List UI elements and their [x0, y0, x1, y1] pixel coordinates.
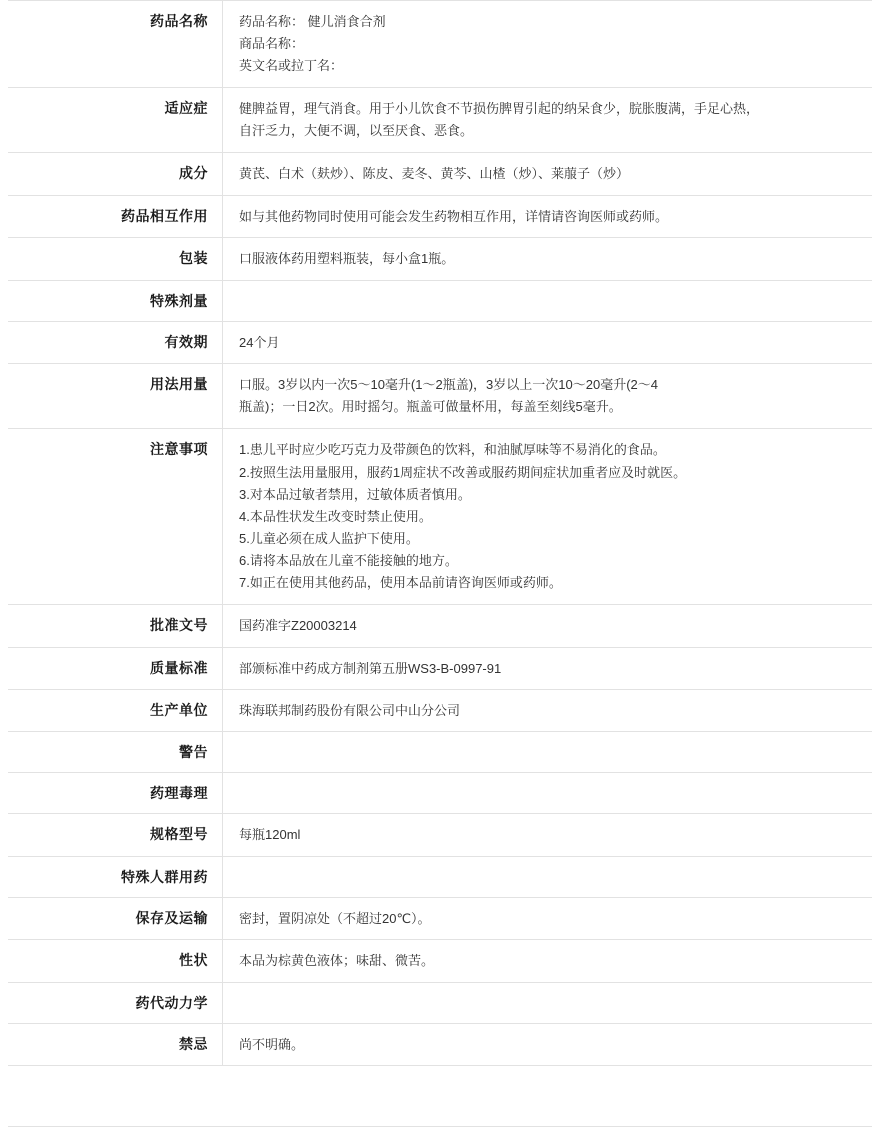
row-label: 警告: [179, 744, 208, 761]
row-value: [223, 773, 873, 814]
table-row: [8, 88, 872, 153]
value-line: 英文名或拉丁名：: [239, 58, 344, 74]
row-value: [223, 856, 873, 897]
drug-info-table: [8, 0, 872, 1066]
row-value: 本品为棕黄色液体；味甜、微苦。: [223, 940, 873, 982]
row-label: 包装: [179, 250, 208, 267]
value-line: 药品名称： 健儿消食合剂: [239, 14, 386, 29]
row-value: [223, 280, 873, 321]
table-row: [8, 153, 872, 195]
row-value: 24个月: [223, 321, 873, 363]
table-row: [8, 195, 872, 237]
table-row: [8, 982, 872, 1023]
table-row: [8, 689, 872, 731]
value-line: 自汗乏力，大便不调，以至厌食、恶食。: [239, 123, 474, 139]
row-label: 批准文号: [150, 617, 208, 634]
row-label: 药理毒理: [150, 785, 208, 802]
table-footer-spacer: [0, 1066, 880, 1126]
value-line: 商品名称：: [239, 36, 305, 52]
row-value: 密封，置阴凉处（不超过20℃）。: [223, 897, 873, 939]
row-value: 国药准字Z20003214: [223, 605, 873, 647]
row-label: 保存及运输: [135, 909, 208, 926]
row-label: 规格型号: [150, 826, 208, 843]
row-label: 成分: [179, 165, 208, 182]
table-row: [8, 732, 872, 773]
table-row: [8, 429, 872, 605]
table-row: [8, 280, 872, 321]
value-line: 7.如正在使用其他药品，使用本品前请咨询医师或药师。: [239, 574, 562, 590]
table-row: [8, 321, 872, 363]
row-label: 有效期: [164, 333, 208, 350]
row-value: 珠海联邦制药股份有限公司中山分公司: [223, 689, 873, 731]
row-value: [223, 982, 873, 1023]
row-label: 性状: [179, 952, 208, 969]
row-label: 药品名称: [150, 13, 208, 29]
value-line: 6.请将本品放在儿童不能接触的地方。: [239, 552, 458, 568]
value-line: 2.按照生法用量服用，服药1周症状不改善或服药期间症状加重者应及时就医。: [239, 464, 687, 480]
table-row: [8, 856, 872, 897]
row-value: [223, 1, 873, 88]
table-row: [8, 940, 872, 982]
value-line: 口服。3岁以内一次5～10毫升(1～2瓶盖)，3岁以上一次10～20毫升(2～4: [239, 377, 658, 393]
value-line: 5.儿童必须在成人监护下使用。: [239, 530, 419, 546]
value-line: 4.本品性状发生改变时禁止使用。: [239, 508, 432, 524]
table-row: [8, 897, 872, 939]
value-line: 健脾益胃，理气消食。用于小儿饮食不节损伤脾胃引起的纳呆食少，脘胀腹满，手足心热，: [239, 101, 760, 117]
row-value: [223, 88, 873, 153]
row-value: [223, 429, 873, 605]
table-row: [8, 364, 872, 429]
drug-info-table-body: [8, 1, 872, 1066]
row-label: 生产单位: [150, 701, 208, 718]
table-row: [8, 238, 872, 280]
table-row: [8, 1023, 872, 1065]
row-value: 尚不明确。: [223, 1023, 873, 1065]
row-label: 药品相互作用: [121, 207, 208, 224]
value-line: 瓶盖)；一日2次。用时摇匀。瓶盖可做量杯用，每盖至刻线5毫升。: [239, 399, 622, 415]
table-row: [8, 814, 872, 856]
row-value: 如与其他药物同时使用可能会发生药物相互作用，详情请咨询医师或药师。: [223, 195, 873, 237]
row-value: 每瓶120ml: [223, 814, 873, 856]
row-label: 适应症: [164, 100, 208, 117]
table-row: [8, 647, 872, 689]
table-row: [8, 773, 872, 814]
row-label: 特殊剂量: [150, 292, 208, 309]
row-value: 黄芪、白术（麸炒）、陈皮、麦冬、黄芩、山楂（炒）、莱菔子（炒）: [223, 153, 873, 195]
row-value: 口服液体药用塑料瓶装，每小盒1瓶。: [223, 238, 873, 280]
table-row: [8, 1, 872, 88]
row-value: [223, 364, 873, 429]
row-label: 用法用量: [150, 376, 208, 393]
value-line: 3.对本品过敏者禁用，过敏体质者慎用。: [239, 486, 471, 502]
value-line: 1.患儿平时应少吃巧克力及带颜色的饮料，和油腻厚味等不易消化的食品。: [239, 442, 666, 458]
row-value: 部颁标准中药成方制剂第五册WS3-B-0997-91: [223, 647, 873, 689]
row-label: 禁忌: [179, 1035, 208, 1052]
table-row: [8, 605, 872, 647]
row-label: 特殊人群用药: [121, 868, 208, 885]
row-label: 注意事项: [150, 441, 208, 458]
row-label: 质量标准: [150, 659, 208, 676]
row-label: 药代动力学: [135, 994, 208, 1011]
row-value: [223, 732, 873, 773]
